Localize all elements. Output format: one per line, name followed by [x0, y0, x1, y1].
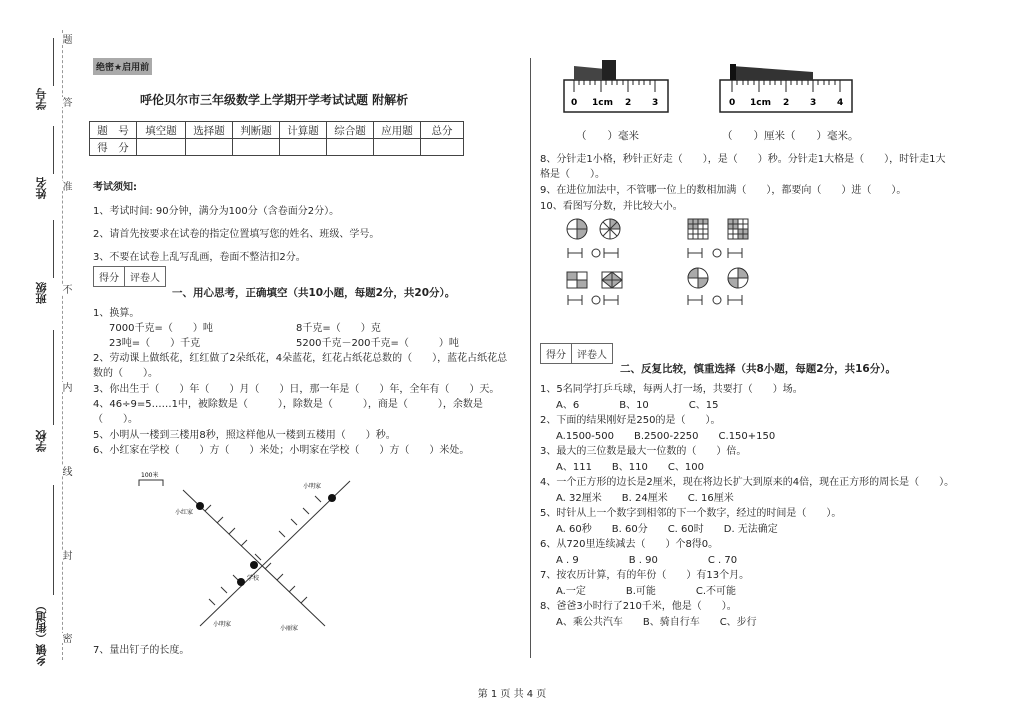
fraction-answer-blanks: [568, 248, 742, 305]
map-road-ticks: [205, 496, 321, 605]
question-line: 2、劳动课上做纸花，红红做了2朵纸花，4朵蓝花，红花占纸花总数的（ ），蓝花占纸花总: [93, 353, 508, 364]
map-point-other: [237, 578, 245, 586]
question-line: （ ）。: [93, 414, 138, 425]
score-box-label: 得分: [541, 344, 572, 363]
fraction-circle: [688, 268, 708, 288]
question-line: 2、下面的结果刚好是250的是（ ）。: [540, 415, 721, 426]
column-divider: [530, 58, 531, 658]
question-line: 5、小明从一楼到三楼用8秒，照这样他从一楼到五楼用（ ）秒。: [93, 430, 396, 441]
option-line: A、乘公共汽车 B、骑自行车 C、步行: [556, 617, 757, 628]
question-line: 8、分针走1小格，秒针正好走（ ），是（ ）秒。分针走1大格是（ ），时针走1大: [540, 154, 946, 165]
score-col-header: 题 号: [90, 122, 137, 139]
fraction-circle: [728, 268, 748, 288]
option-line: A、111 B、110 C、100: [556, 462, 704, 473]
map-label: 学校: [247, 575, 260, 582]
score-col-header: 计算题: [280, 122, 327, 139]
ruler-tick-label: 0: [571, 98, 578, 108]
map-diagram: [135, 466, 375, 646]
seal-char: 线: [60, 466, 71, 476]
question-line: 5200千克－200千克=（ ）吨: [296, 338, 459, 349]
question-line: 8千克=（ ）克: [296, 323, 381, 334]
score-table-header-row: [90, 122, 464, 139]
gutter-line: [53, 485, 54, 595]
seal-char: 内: [60, 382, 71, 392]
option-line: A.1500-500 B.2500-2250 C.150+150: [556, 431, 776, 442]
question-line: 6、从720里连续减去（ ）个8得0。: [540, 539, 719, 550]
section1-title: 一、用心思考，正确填空（共10小题，每题2分，共20分）。: [172, 287, 456, 299]
question-line: 3、最大的三位数是最大一位数的（ ）倍。: [540, 446, 747, 457]
ruler-answer: （ ）厘米（ ）毫米。: [722, 130, 859, 142]
seal-char: 封: [60, 550, 71, 560]
option-line: A.一定 B.可能 C.不可能: [556, 586, 737, 597]
question-line: 4、一个正方形的边长是2厘米，现在将边长扩大到原来的4倍，现在正方形的周长是（ ）。: [540, 477, 955, 488]
gutter-class-label: 班级: [35, 282, 48, 304]
question-line: 5、时针从上一个数字到相邻的下一个数字，经过的时间是（ ）。: [540, 508, 842, 519]
seal-dashed-line: [62, 30, 63, 660]
score-cell[interactable]: [327, 139, 374, 156]
question-line: 3、你出生于（ ）年（ ）月（ ）日，那一年是（ ）年，全年有（ ）天。: [93, 384, 500, 395]
score-row-label: 得 分: [90, 139, 137, 156]
question-line: 9、在进位加法中，不管哪一位上的数相加满（ ），都要向（ ）进（ ）。: [540, 185, 907, 196]
ruler-tick-label: 3: [810, 98, 817, 108]
question-line: 8、爸爸3小时行了210千米，他是（ ）。: [540, 601, 737, 612]
seal-char: 准: [60, 181, 71, 191]
gutter-town-label: 乡镇（街道）: [35, 600, 48, 666]
notice-item: 2、请首先按要求在试卷的指定位置填写您的姓名、班级、学号。: [93, 229, 380, 240]
map-label: 小明家: [213, 621, 232, 628]
map-scale-label: 100米: [141, 472, 159, 479]
ruler-tick-label: 3: [652, 98, 659, 108]
seal-char: 答: [60, 97, 71, 107]
fraction-grid: [567, 272, 587, 288]
score-col-header: 填空题: [137, 122, 186, 139]
gutter-school-label: 学校: [35, 430, 48, 452]
gutter-line: [53, 220, 54, 278]
ruler-tick-label: 2: [783, 98, 790, 108]
score-cell[interactable]: [233, 139, 280, 156]
ruler-tick-label: 2: [625, 98, 632, 108]
option-line: A. 60秒 B. 60分 C. 60时 D. 无法确定: [556, 524, 778, 535]
fraction-diamond: [602, 272, 622, 288]
nail-head: [602, 60, 616, 80]
grader-box-label: 评卷人: [577, 350, 607, 361]
fraction-figures: [560, 214, 860, 314]
fraction-circle: [600, 219, 620, 239]
score-box-label: 得分: [94, 267, 125, 286]
map-point-xiaoming: [328, 494, 336, 502]
ruler-2: [718, 58, 858, 116]
nail-head: [730, 64, 736, 80]
map-label: 小明家: [303, 483, 322, 490]
secret-tag: 绝密★启用前: [93, 58, 152, 75]
question-line: 1、换算。: [93, 308, 140, 319]
seal-char: 不: [60, 284, 71, 294]
nail-shape: [732, 66, 813, 80]
page-title: 呼伦贝尔市三年级数学上学期开学考试试题 附解析: [140, 93, 409, 107]
score-cell[interactable]: [374, 139, 421, 156]
score-table: [89, 121, 464, 156]
notice-item: 3、不要在试卷上乱写乱画，卷面不整洁扣2分。: [93, 252, 306, 263]
score-cell[interactable]: [137, 139, 186, 156]
map-point-xiaohong: [196, 502, 204, 510]
fraction-grid: [728, 219, 748, 239]
seal-char: 密: [60, 633, 71, 643]
gutter-line: [53, 330, 54, 425]
notice-heading: 考试须知:: [93, 182, 137, 193]
fraction-circle: [567, 219, 587, 239]
question-line: 10、看图写分数，并比较大小。: [540, 201, 683, 212]
seal-char: 题: [60, 34, 71, 44]
question-line: 7、按农历计算，有的年份（ ）有13个月。: [540, 570, 750, 581]
gutter-line: [53, 38, 54, 86]
score-cell[interactable]: [421, 139, 464, 156]
map-scale-bar: [139, 480, 163, 486]
question-line: 7、量出钉子的长度。: [93, 645, 190, 656]
map-road-line: [183, 490, 325, 626]
ruler-tick-label: 0: [729, 98, 736, 108]
question-line: 23吨=（ ）千克: [109, 338, 201, 349]
map-label: 小丽家: [280, 625, 299, 632]
score-cell[interactable]: [186, 139, 233, 156]
option-line: A. 32厘米 B. 24厘米 C. 16厘米: [556, 493, 734, 504]
page-footer: 第 1 页 共 4 页: [477, 689, 547, 700]
map-point-school: [250, 561, 258, 569]
ruler-tick-label: 1cm: [592, 98, 613, 108]
score-table-score-row: [90, 139, 464, 156]
map-label: 小红家: [175, 509, 194, 516]
option-line: A、6 B、10 C、15: [556, 400, 719, 411]
grader-box-label: 评卷人: [130, 273, 160, 284]
score-col-header: 判断题: [233, 122, 280, 139]
ruler-tick-label: 1cm: [750, 98, 771, 108]
score-cell[interactable]: [280, 139, 327, 156]
section2-score-box: [540, 343, 613, 364]
section1-score-box: [93, 266, 166, 287]
section2-title: 二、反复比较，慎重选择（共8小题，每题2分，共16分）。: [620, 363, 896, 375]
score-col-header: 应用题: [374, 122, 421, 139]
map-road-line: [200, 481, 350, 626]
question-line: 1、5名同学打乒乓球，每两人打一场，共要打（ ）场。: [540, 384, 803, 395]
notice-item: 1、考试时间: 90分钟，满分为100分（含卷面分2分）。: [93, 206, 340, 217]
gutter-name-label: 姓名: [35, 177, 48, 199]
question-line: 格是（ ）。: [540, 169, 605, 180]
ruler-1: [562, 58, 672, 116]
score-col-header: 总分: [421, 122, 464, 139]
question-line: 数的（ ）。: [93, 368, 158, 379]
question-line: 4、46÷9=5……1中，被除数是（ ），除数是（ ），商是（ ），余数是: [93, 399, 483, 410]
option-line: A . 9 B . 90 C . 70: [556, 555, 738, 566]
score-col-header: 选择题: [186, 122, 233, 139]
ruler-tick-label: 4: [837, 98, 844, 108]
gutter-line: [53, 126, 54, 174]
fraction-grid: [688, 219, 708, 239]
question-line: 7000千克=（ ）吨: [109, 323, 213, 334]
score-col-header: 综合题: [327, 122, 374, 139]
gutter-student-id-label: 学号: [35, 88, 48, 110]
ruler-answer: （ ）毫米: [576, 130, 639, 142]
question-line: 6、小红家在学校（ ）方（ ）米处；小明家在学校（ ）方（ ）米处。: [93, 445, 470, 456]
